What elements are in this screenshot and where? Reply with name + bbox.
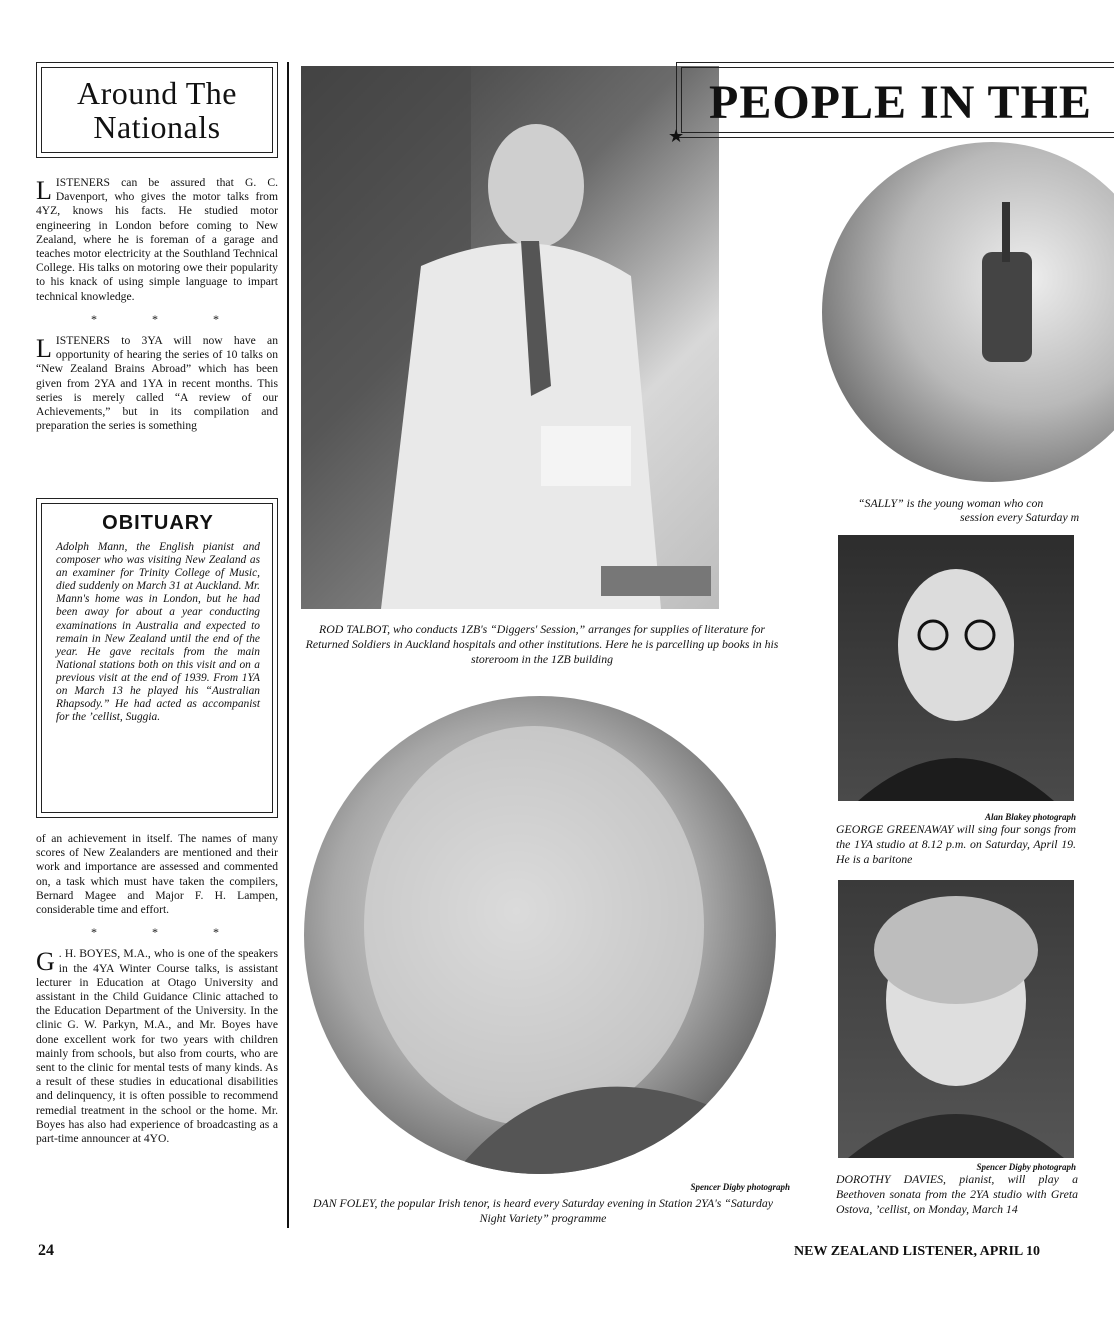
credit-foley: Spencer Digby photograph — [690, 1182, 790, 1192]
obituary-body: Adolph Mann, the English pianist and composer who was visiting New Zealand as an examiner for Trinity College of Music, died suddenly on March 31 at Auckland. Mr. Mann's home was in London, but he had been away for about a year conducting examinations in Australia and expected to remain in New Zealand until the end of the year. He gave recitals from the main National stations both on this visit and on a previous visit at the end of 1939. From 1YA on March 13 he played his “Australian Rhapsody.” He had acted as accompanist for the ’cellist, Suggia. — [56, 541, 260, 724]
article-column-top — [36, 176, 278, 433]
caption-george-greenaway: GEORGE GREENAWAY will sing four songs from the 1YA studio at 8.12 p.m. on Saturday, April 19. He is a baritone — [836, 822, 1076, 866]
caption-sally-line1: “SALLY” is the young woman who con — [858, 496, 1044, 510]
headline-box — [676, 62, 1114, 138]
photo-dan-foley — [304, 696, 776, 1174]
figure-silhouette-icon — [301, 66, 719, 609]
headline-text: PEOPLE IN THE — [709, 76, 1092, 129]
photo-rod-talbot — [301, 66, 719, 609]
section-separator: * * * — [91, 925, 245, 940]
credit-greenaway: Alan Blakey photograph — [984, 812, 1076, 822]
paragraph-3ya: LISTENERS to 3YA will now have an opportunity of hearing the series of 10 talks on “New Zealand Brains Abroad” which has been given from 2YA and 1YA in recent months. This series is merely called “A review of our Achievements,” but in its compilation and preparation the series is something — [36, 334, 278, 433]
caption-dorothy-davies: DOROTHY DAVIES, pianist, will play a Beethoven sonata from the 2YA studio with Greta Ostova, ’cellist, on Monday, March 14 — [836, 1172, 1078, 1216]
section-separator: * * * — [91, 311, 245, 326]
obituary-box — [36, 498, 278, 818]
article-column-bottom — [36, 832, 278, 1146]
publication-footer: NEW ZEALAND LISTENER, APRIL 10 — [794, 1244, 1040, 1259]
section-title-box — [36, 62, 278, 158]
photo-sally — [822, 142, 1114, 482]
caption-dan-foley: DAN FOLEY, the popular Irish tenor, is heard every Saturday evening in Station 2YA's “Saturday Night Variety” programme — [312, 1196, 773, 1225]
section-title: Around The Nationals — [77, 75, 237, 145]
caption-sally-line2: session every Saturday m — [960, 510, 1080, 524]
photo-george-greenaway — [838, 535, 1074, 801]
portrait-silhouette-icon — [304, 696, 776, 1174]
paragraph-boyes: G . H. BOYES, M.A., who is one of the speakers in the 4YA Winter Course talks, is assistant lecturer in Education at Otago University and assistant in the Child Guidance Clinic attached to the Education Department of the University. In the clinic G. W. Parkyn, M.A., and Mr. Boyes have done excellent work for two years with children mainly from schools, but also from courts, who are sent to the clinic for mental tests of many kinds. As a result of these studies in educational disabilities and delinquency, it is often possible to recommend remedial treatment in the school or the home. Mr. Boyes has also had experience of broadcasting as a part-time announcer at 4YO. — [36, 947, 278, 1146]
paragraph-davenport: LISTENERS can be assured that G. C. Davenport, who gives the motor talks from 4YZ, knows his facts. He studied motor engineering in London before coming to New Zealand, where he is foreman of a garage and teaches motor electricity at the Southland Technical College. His talks on motoring owe their popularity to his knack of using simple language to impart technical knowledge. — [36, 176, 278, 303]
microphone-icon — [822, 142, 1114, 482]
star-icon: ★ — [668, 126, 685, 146]
caption-rod-talbot: ROD TALBOT, who conducts 1ZB's “Diggers' Session,” arranges for supplies of literature for Returned Soldiers in Auckland hospitals and other institutions. Here he is parcelling up books in his storeroom in the 1ZB building — [305, 622, 779, 666]
obituary-heading: OBITUARY — [102, 512, 214, 534]
portrait-silhouette-icon — [838, 535, 1074, 801]
paragraph-continuation: of an achievement in itself. The names of many scores of New Zealanders are mentioned and their work and importance are assessed and commented on, a task which must have taken the compilers, Bernard Magee and Major F. H. Lampen, considerable time and effort. — [36, 832, 278, 917]
column-rule-left — [287, 62, 289, 1228]
page-number: 24 — [38, 1242, 54, 1259]
credit-davies: Spencer Digby photograph — [976, 1162, 1076, 1172]
photo-dorothy-davies — [838, 880, 1074, 1158]
portrait-silhouette-icon — [838, 880, 1074, 1158]
